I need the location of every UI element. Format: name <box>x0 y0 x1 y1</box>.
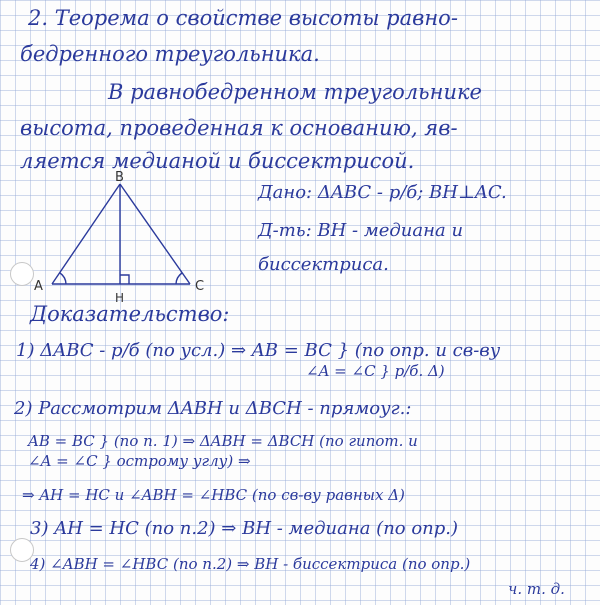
statement-line-2: высота, проведенная к основанию, яв- <box>20 116 458 140</box>
proof-step-2d: ⇒ AH = HC и ∠ABH = ∠HBC (по св-ву равных Δ) <box>22 486 405 504</box>
prove-line-1: Д-ть: BH - медиана и <box>258 220 464 241</box>
triangle-diagram <box>28 170 258 305</box>
side-bc <box>120 184 190 284</box>
prove-line-2: биссектриса. <box>258 254 389 275</box>
proof-step-4: 4) ∠ABH = ∠HBC (по п.2) ⇒ BH - биссектриса (по опр.) <box>30 555 471 573</box>
vertex-label-c: C <box>195 279 205 294</box>
angle-mark-c <box>176 273 182 284</box>
proof-step-2a: 2) Рассмотрим ΔABH и ΔBCH - прямоуг.: <box>14 398 412 419</box>
angle-mark-a <box>60 273 66 284</box>
theorem-heading-line-1: 2. Теорема о свойстве высоты равно- <box>28 6 458 30</box>
statement-line-1: В равнобедренном треугольнике <box>108 80 482 104</box>
vertex-label-b: B <box>115 170 124 185</box>
vertex-label-h: H <box>115 291 125 305</box>
right-angle-mark <box>120 275 129 284</box>
side-ab <box>52 184 120 284</box>
vertex-label-a: A <box>34 279 43 294</box>
proof-step-2b: AB = BC } (по п. 1) ⇒ ΔABH = ΔBCH (по гипот. и <box>28 432 418 450</box>
theorem-heading-line-2: бедренного треугольника. <box>20 42 320 66</box>
proof-step-1b: ∠A = ∠C } р/б. Δ) <box>306 362 445 380</box>
statement-line-3: ляется медианой и биссектрисой. <box>20 149 415 173</box>
proof-title: Доказательство: <box>30 302 230 326</box>
proof-step-3: 3) AH = HC (по п.2) ⇒ BH - медиана (по опр.) <box>30 518 459 539</box>
given-line-1: Дано: ΔABC - р/б; BH⊥AC. <box>258 182 507 203</box>
proof-step-2c: ∠A = ∠C } острому углу) ⇒ <box>28 452 251 470</box>
qed-mark: ч. т. д. <box>508 580 565 598</box>
proof-step-1a: 1) ΔABC - р/б (по усл.) ⇒ AB = BC } (по опр. и св-ву <box>16 340 501 361</box>
